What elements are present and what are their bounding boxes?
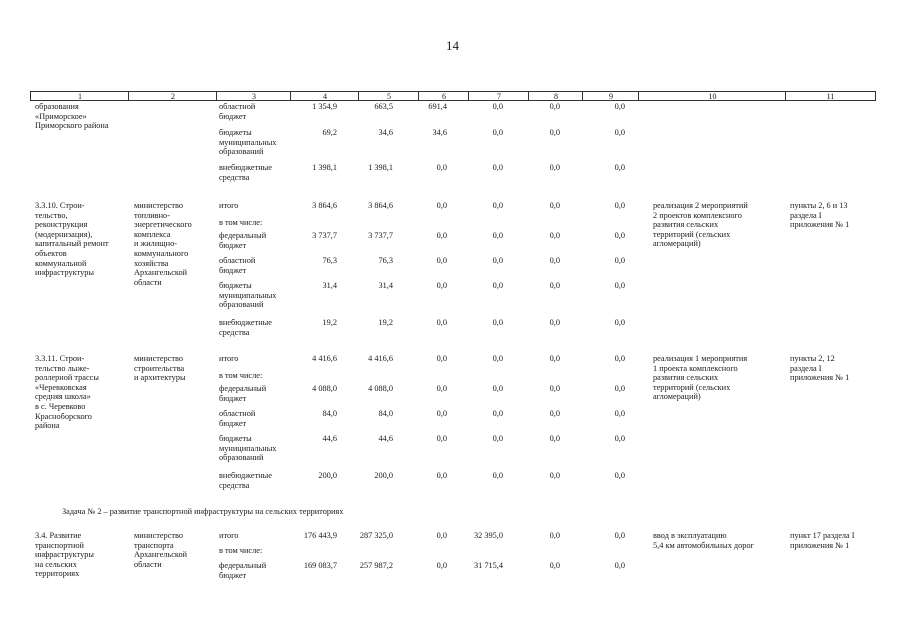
funding-value-col5: 3 737,7 <box>368 231 393 240</box>
funding-value-col7: 31 715,4 <box>473 561 503 570</box>
indicator-link: пункт 17 раздела I приложения № 1 <box>790 531 855 550</box>
funding-value-col4: 200,0 <box>318 471 337 480</box>
funding-value-col7: 0,0 <box>492 231 503 240</box>
funding-source-label: бюджеты муниципальных образований <box>219 128 277 157</box>
funding-value-col9: 0,0 <box>614 201 625 210</box>
funding-value-col5: 1 398,1 <box>368 163 393 172</box>
funding-value-col6: 0,0 <box>436 318 447 327</box>
funding-value-col8: 0,0 <box>549 281 560 290</box>
header-cell-10: 10 <box>638 91 786 101</box>
funding-value-col8: 0,0 <box>549 318 560 327</box>
funding-value-col9: 0,0 <box>614 409 625 418</box>
funding-value-col6: 0,0 <box>436 281 447 290</box>
funding-value-col5: 663,5 <box>374 102 393 111</box>
task-heading: Задача № 2 – развитие транспортной инфраструктуры на сельских территориях <box>62 507 344 516</box>
funding-source-label: в том числе: <box>219 371 263 380</box>
funding-value-col8: 0,0 <box>549 231 560 240</box>
funding-value-col4: 19,2 <box>322 318 337 327</box>
header-cell-4: 4 <box>290 91 359 101</box>
funding-value-col5: 287 325,0 <box>359 531 393 540</box>
responsible-executor: министерство транспорта Архангельской области <box>134 531 188 569</box>
funding-value-col7: 0,0 <box>492 128 503 137</box>
funding-value-col9: 0,0 <box>614 471 625 480</box>
funding-source-label: федеральный бюджет <box>219 231 267 250</box>
funding-value-col9: 0,0 <box>614 561 625 570</box>
funding-source-label: областной бюджет <box>219 256 256 275</box>
funding-value-col5: 4 416,6 <box>368 354 393 363</box>
header-cell-1: 1 <box>30 91 129 101</box>
funding-value-col8: 0,0 <box>549 409 560 418</box>
funding-value-col4: 69,2 <box>322 128 337 137</box>
funding-source-label: в том числе: <box>219 218 263 227</box>
header-cell-5: 5 <box>358 91 419 101</box>
funding-value-col5: 84,0 <box>378 409 393 418</box>
funding-value-col4: 44,6 <box>322 434 337 443</box>
measure-name: 3.3.10. Строи- тельство, реконструкция (модернизация), капитальный ремонт объектов коммунальной инфраструктуры <box>35 201 109 278</box>
measure-name: 3.4. Развитие транспортной инфраструктуры на сельских территориях <box>35 531 94 579</box>
funding-value-col9: 0,0 <box>614 102 625 111</box>
expected-result: ввод в эксплуатацию 5,4 км автомобильных дорог <box>653 531 754 550</box>
funding-value-col4: 169 083,7 <box>303 561 337 570</box>
funding-value-col7: 0,0 <box>492 281 503 290</box>
funding-value-col8: 0,0 <box>549 561 560 570</box>
funding-value-col6: 0,0 <box>436 384 447 393</box>
funding-value-col5: 3 864,6 <box>368 201 393 210</box>
funding-value-col5: 31,4 <box>378 281 393 290</box>
funding-value-col9: 0,0 <box>614 434 625 443</box>
header-cell-8: 8 <box>528 91 583 101</box>
funding-value-col4: 176 443,9 <box>303 531 337 540</box>
responsible-executor: министерство топливно- энергетического комплекса и жилищно- коммунального хозяйства Архангельской области <box>134 201 192 287</box>
funding-value-col7: 0,0 <box>492 163 503 172</box>
responsible-executor: министерство строительства и архитектуры <box>134 354 186 383</box>
funding-value-col8: 0,0 <box>549 102 560 111</box>
funding-value-col6: 0,0 <box>436 231 447 240</box>
funding-value-col6: 0,0 <box>436 163 447 172</box>
funding-value-col5: 257 987,2 <box>359 561 393 570</box>
funding-value-col8: 0,0 <box>549 384 560 393</box>
funding-value-col6: 0,0 <box>436 201 447 210</box>
funding-value-col8: 0,0 <box>549 201 560 210</box>
funding-value-col8: 0,0 <box>549 128 560 137</box>
funding-value-col7: 0,0 <box>492 384 503 393</box>
funding-value-col8: 0,0 <box>549 163 560 172</box>
funding-value-col9: 0,0 <box>614 128 625 137</box>
funding-value-col4: 1 398,1 <box>312 163 337 172</box>
funding-value-col9: 0,0 <box>614 354 625 363</box>
funding-value-col6: 0,0 <box>436 471 447 480</box>
funding-value-col6: 0,0 <box>436 354 447 363</box>
header-cell-9: 9 <box>582 91 639 101</box>
funding-source-label: в том числе: <box>219 546 263 555</box>
funding-value-col5: 34,6 <box>378 128 393 137</box>
funding-value-col8: 0,0 <box>549 471 560 480</box>
funding-value-col7: 32 395,0 <box>473 531 503 540</box>
funding-value-col9: 0,0 <box>614 256 625 265</box>
funding-value-col7: 0,0 <box>492 318 503 327</box>
funding-value-col4: 3 737,7 <box>312 231 337 240</box>
funding-value-col7: 0,0 <box>492 256 503 265</box>
funding-value-col9: 0,0 <box>614 318 625 327</box>
funding-source-label: федеральный бюджет <box>219 561 267 580</box>
funding-source-label: внебюджетные средства <box>219 471 272 490</box>
funding-value-col6: 0,0 <box>436 531 447 540</box>
funding-source-label: итого <box>219 531 239 540</box>
funding-source-label: бюджеты муниципальных образований <box>219 434 277 463</box>
funding-value-col4: 31,4 <box>322 281 337 290</box>
funding-value-col4: 1 354,9 <box>312 102 337 111</box>
funding-value-col9: 0,0 <box>614 384 625 393</box>
funding-value-col5: 4 088,0 <box>368 384 393 393</box>
funding-value-col7: 0,0 <box>492 434 503 443</box>
funding-source-label: бюджеты муниципальных образований <box>219 281 277 310</box>
funding-value-col7: 0,0 <box>492 409 503 418</box>
funding-value-col4: 4 416,6 <box>312 354 337 363</box>
funding-value-col6: 0,0 <box>436 561 447 570</box>
funding-source-label: внебюджетные средства <box>219 318 272 337</box>
funding-source-label: областной бюджет <box>219 102 256 121</box>
funding-value-col6: 0,0 <box>436 409 447 418</box>
funding-value-col5: 200,0 <box>374 471 393 480</box>
expected-result: реализация 1 мероприятия 1 проекта комплексного развития сельских территорий (сельских агломераций) <box>653 354 748 402</box>
funding-value-col9: 0,0 <box>614 163 625 172</box>
measure-name: образования «Приморское» Приморского района <box>35 102 109 131</box>
funding-source-label: итого <box>219 201 239 210</box>
funding-value-col7: 0,0 <box>492 471 503 480</box>
page-number: 14 <box>446 38 459 53</box>
funding-value-col8: 0,0 <box>549 531 560 540</box>
funding-value-col9: 0,0 <box>614 281 625 290</box>
funding-value-col5: 44,6 <box>378 434 393 443</box>
funding-value-col7: 0,0 <box>492 102 503 111</box>
funding-source-label: внебюджетные средства <box>219 163 272 182</box>
measure-name: 3.3.11. Строи- тельство лыже- роллерной трассы «Черевковская средняя школа» в с. Черевково Красноборского района <box>35 354 99 431</box>
funding-value-col6: 0,0 <box>436 434 447 443</box>
header-cell-6: 6 <box>418 91 469 101</box>
funding-source-label: итого <box>219 354 239 363</box>
funding-value-col4: 4 088,0 <box>312 384 337 393</box>
header-cell-2: 2 <box>128 91 217 101</box>
funding-value-col4: 3 864,6 <box>312 201 337 210</box>
expected-result: реализация 2 мероприятий 2 проектов комплексного развития сельских территорий (сельских агломераций) <box>653 201 748 249</box>
funding-value-col7: 0,0 <box>492 201 503 210</box>
funding-value-col8: 0,0 <box>549 434 560 443</box>
indicator-link: пункты 2, 6 и 13 раздела I приложения № 1 <box>790 201 850 230</box>
funding-value-col8: 0,0 <box>549 256 560 265</box>
funding-value-col8: 0,0 <box>549 354 560 363</box>
funding-source-label: областной бюджет <box>219 409 256 428</box>
funding-value-col4: 76,3 <box>322 256 337 265</box>
funding-value-col4: 84,0 <box>322 409 337 418</box>
funding-value-col9: 0,0 <box>614 531 625 540</box>
funding-source-label: федеральный бюджет <box>219 384 267 403</box>
funding-value-col9: 0,0 <box>614 231 625 240</box>
header-cell-11: 11 <box>785 91 876 101</box>
funding-value-col5: 76,3 <box>378 256 393 265</box>
funding-value-col6: 691,4 <box>428 102 447 111</box>
funding-value-col6: 34,6 <box>432 128 447 137</box>
funding-value-col5: 19,2 <box>378 318 393 327</box>
funding-value-col7: 0,0 <box>492 354 503 363</box>
indicator-link: пункты 2, 12 раздела I приложения № 1 <box>790 354 850 383</box>
header-cell-3: 3 <box>216 91 291 101</box>
header-cell-7: 7 <box>468 91 529 101</box>
funding-value-col6: 0,0 <box>436 256 447 265</box>
